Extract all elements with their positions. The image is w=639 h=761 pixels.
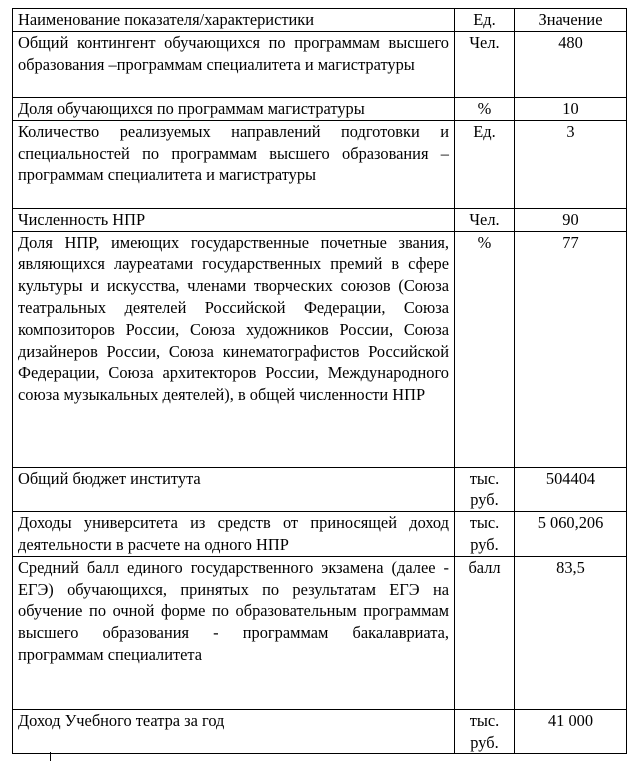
row-name: Общий бюджет института (13, 467, 455, 512)
row-unit: тыс. руб. (455, 467, 515, 512)
row-name: Численность НПР (13, 208, 455, 231)
row-value: 5 060,206 (515, 512, 627, 557)
indicators-table (12, 8, 627, 754)
row-value: 504404 (515, 467, 627, 512)
row-unit: Ед. (455, 120, 515, 208)
row-name: Доля обучающихся по программам магистратуры (13, 98, 455, 121)
row-name: Общий контингент обучающихся по программам высшего образования –программам специалитета и магистратуры (13, 32, 455, 98)
table-row (13, 556, 627, 709)
row-value: 3 (515, 120, 627, 208)
table-row (13, 467, 627, 512)
row-name: Количество реализуемых направлений подготовки и специальностей по программам высшего образования –программам специалитета и магистратуры (13, 120, 455, 208)
row-value: 41 000 (515, 709, 627, 754)
table-row (13, 512, 627, 557)
row-name: Доходы университета из средств от приносящей доход деятельности в расчете на одного НПР (13, 512, 455, 557)
header-value: Значение (515, 9, 627, 32)
row-unit: тыс. руб. (455, 709, 515, 754)
table-row (13, 709, 627, 754)
header-name: Наименование показателя/характеристики (13, 9, 455, 32)
row-unit: % (455, 98, 515, 121)
row-unit: % (455, 231, 515, 467)
row-name: Доля НПР, имеющих государственные почетные звания, являющихся лауреатами государственных премий в сфере культуры и искусства, членами творческих союзов (Союза театральных деятелей Российской Федерации, Союза композиторов России, Союза художников России, Союза дизайнеров России, Союза кинематографистов Российской Федерации, Союза архитекторов России, Международного союза музыкальных деятелей), в общей численности НПР (13, 231, 455, 467)
row-value: 10 (515, 98, 627, 121)
row-unit: балл (455, 556, 515, 709)
row-unit: Чел. (455, 208, 515, 231)
row-value: 83,5 (515, 556, 627, 709)
row-unit: Чел. (455, 32, 515, 98)
row-name: Доход Учебного театра за год (13, 709, 455, 754)
table-row (13, 98, 627, 121)
table-row (13, 32, 627, 98)
table-row (13, 208, 627, 231)
text-cursor-mark (50, 752, 51, 761)
header-unit: Ед. (455, 9, 515, 32)
row-value: 480 (515, 32, 627, 98)
table-header-row (13, 9, 627, 32)
row-name: Средний балл единого государственного экзамена (далее - ЕГЭ) обучающихся, принятых по результатам ЕГЭ на обучение по очной форме по образовательным программам высшего образования - программам бакалавриата, программам специалитета (13, 556, 455, 709)
table-row (13, 231, 627, 467)
row-value: 77 (515, 231, 627, 467)
row-unit: тыс. руб. (455, 512, 515, 557)
row-value: 90 (515, 208, 627, 231)
table-row (13, 120, 627, 208)
